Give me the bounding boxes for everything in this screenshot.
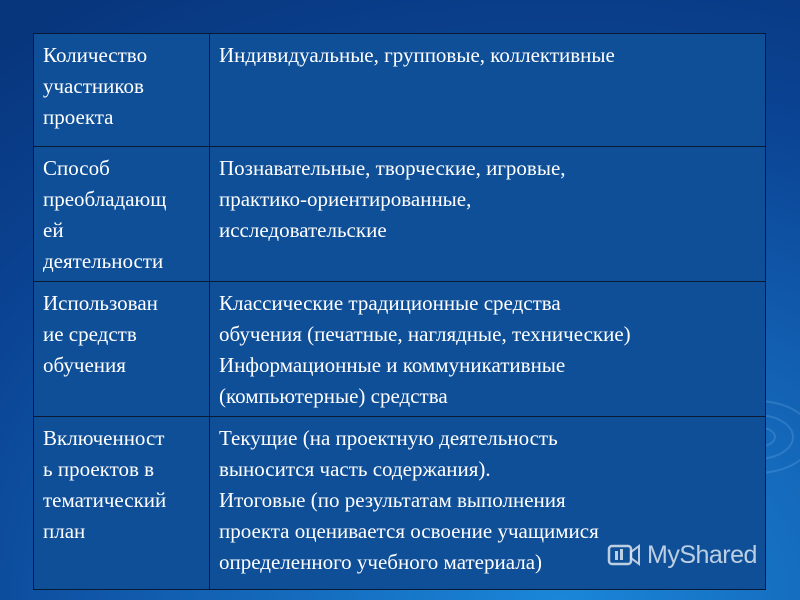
table-row [34,147,766,282]
row-label: Использован ие средств обучения [34,282,210,417]
row-label: Способ преобладающ ей деятельности [34,147,210,282]
row-content: Текущие (на проектную деятельность выносится часть содержания). Итоговые (по результатам выполнения проекта оценивается освоение учащимися определенного учебного материала) [210,417,766,590]
myshared-watermark [607,537,757,573]
row-content: Познавательные, творческие, игровые, практико-ориентированные, исследовательские [210,147,766,282]
project-classification-table [33,33,766,590]
watermark-text: MyShared [647,540,757,569]
table-row [34,34,766,147]
row-content: Классические традиционные средства обучения (печатные, наглядные, технические) Информационные и коммуникативные (компьютерные) средства [210,282,766,417]
row-label: Количество участников проекта [34,34,210,147]
table-row [34,282,766,417]
row-content: Индивидуальные, групповые, коллективные [210,34,766,147]
myshared-logo-icon [607,540,641,570]
row-label: Включенност ь проектов в тематический план [34,417,210,590]
